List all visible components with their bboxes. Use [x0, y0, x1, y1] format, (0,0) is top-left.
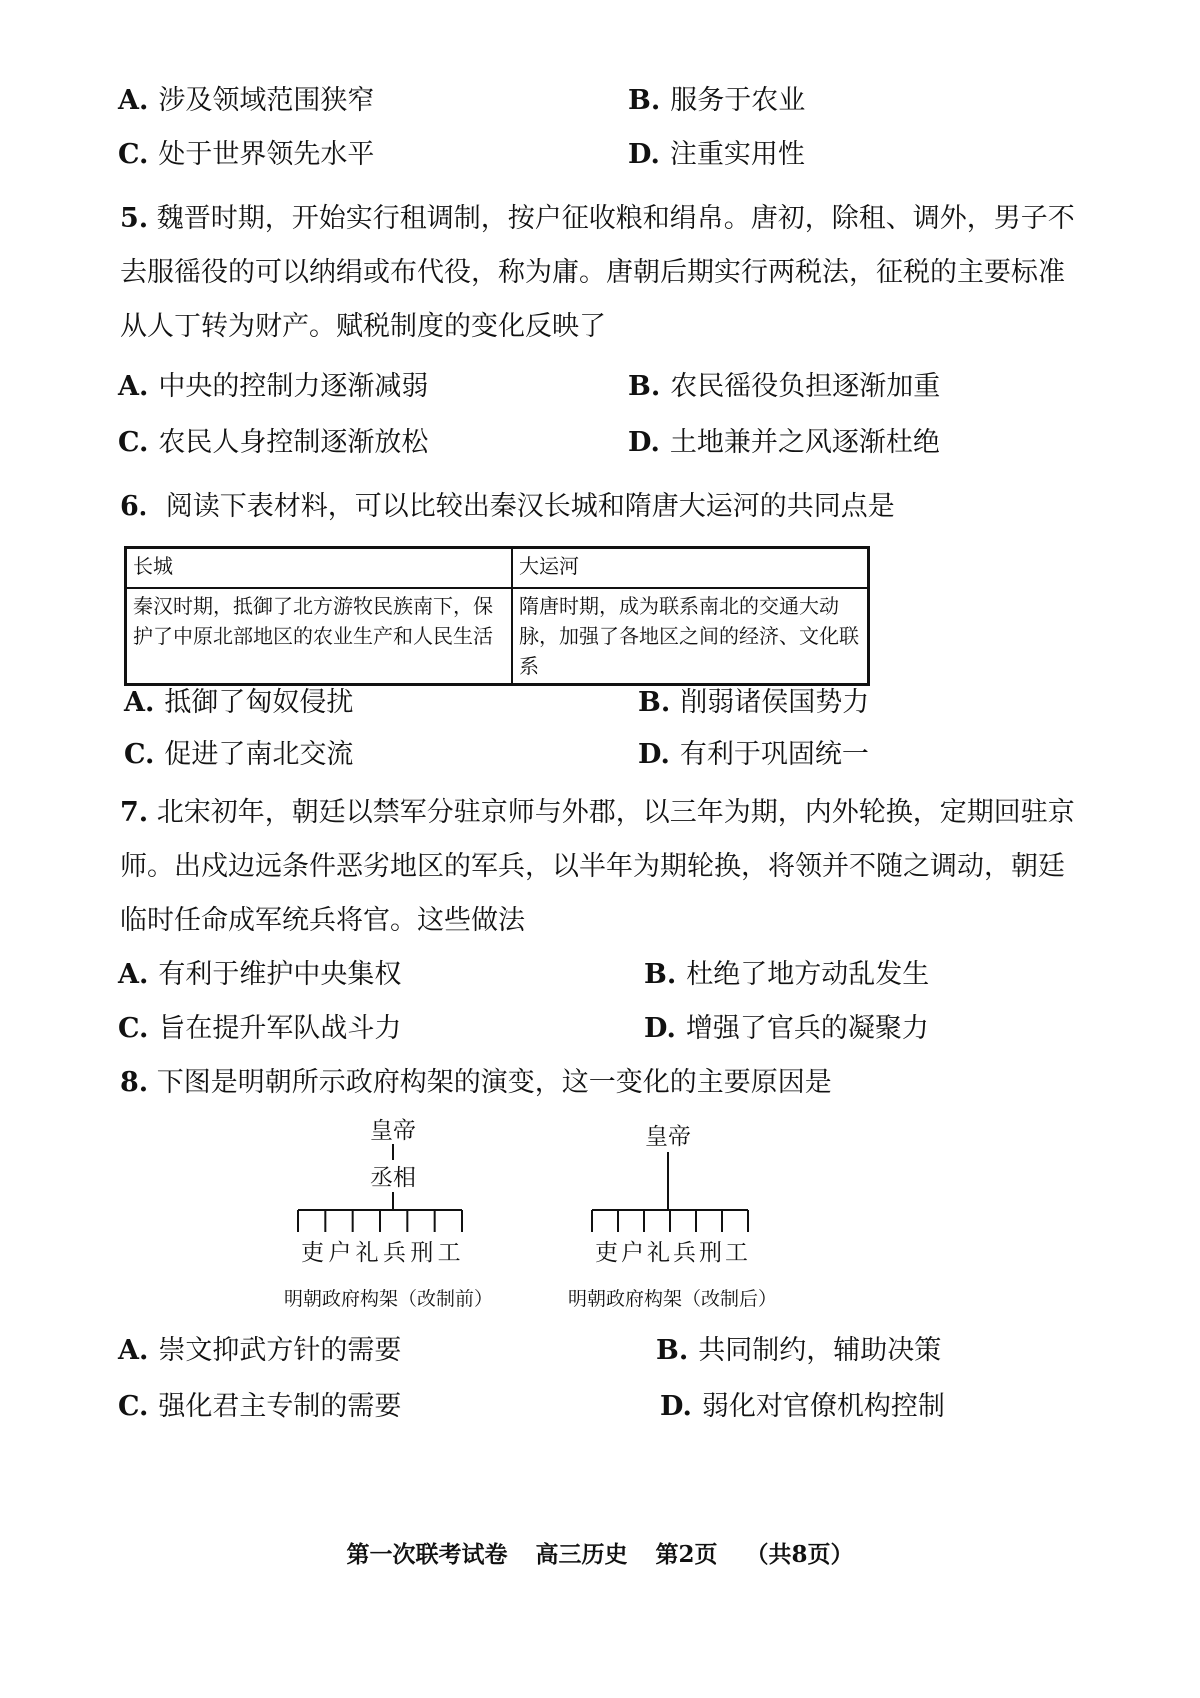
option-letter: D.: [628, 427, 660, 458]
option-text: 弱化对官僚机构控制: [701, 1391, 945, 1422]
option-letter: A.: [124, 687, 155, 718]
option-letter: C.: [124, 739, 155, 770]
q6-option-a: [124, 686, 353, 720]
table-cell-great-wall: 秦汉时期，抵御了北方游牧民族南下，保护了中原北部地区的农业生产和人民生活: [126, 588, 513, 685]
option-letter: A.: [118, 1335, 149, 1366]
option-text: 农民人身控制逐渐放松: [158, 427, 429, 458]
option-letter: D.: [638, 739, 670, 770]
ministry-label: 兵: [383, 1240, 406, 1266]
option-text: 土地兼并之风逐渐杜绝: [669, 427, 940, 458]
q5-text-line: 魏晋时期，开始实行租调制，按户征收粮和绢帛。唐初，除租、调外，男子不: [156, 203, 1075, 234]
table-header-row: [126, 548, 869, 589]
q5-option-c: [118, 426, 428, 460]
material-table: [124, 546, 870, 686]
ministry-labels: [595, 1240, 748, 1266]
option-text: 抵御了匈奴侵扰: [164, 687, 354, 718]
q5-option-b: [628, 370, 940, 404]
q8-option-c: [118, 1390, 401, 1424]
q7-option-c: [118, 1012, 401, 1046]
option-letter: C.: [118, 427, 149, 458]
ministry-label: 刑: [699, 1240, 722, 1266]
option-text: 注重实用性: [669, 139, 805, 170]
q5-stem-line-1: [120, 202, 1080, 236]
ministry-labels: [301, 1240, 461, 1266]
option-text: 处于世界领先水平: [158, 139, 375, 170]
q5-option-a: [118, 370, 428, 404]
ministry-label: 礼: [647, 1240, 670, 1266]
footer-total-pages: （共8页）: [745, 1541, 854, 1568]
q8-option-d: [660, 1390, 945, 1424]
option-letter: B.: [638, 687, 671, 718]
q5-stem-line-2: 去服徭役的可以纳绢或布代役，称为庸。唐朝后期实行两税法，征税的主要标准: [120, 257, 1065, 288]
q4-option-d: [628, 138, 805, 172]
q6-option-c: [124, 738, 353, 772]
option-letter: D.: [628, 139, 660, 170]
q6-stem: [120, 490, 1080, 524]
table-row: [126, 588, 869, 685]
option-letter: C.: [118, 1391, 149, 1422]
option-text: 旨在提升军队战斗力: [158, 1013, 402, 1044]
diagram-caption-before: 明朝政府构架（改制前）: [284, 1288, 494, 1310]
option-letter: D.: [644, 1013, 676, 1044]
q7-stem-line-1: [120, 796, 1080, 830]
diagram-after-reform: [580, 1110, 780, 1274]
q8-option-b: [656, 1334, 941, 1368]
ministry-label: 礼: [355, 1240, 379, 1266]
ministry-label: 吏: [301, 1240, 324, 1266]
option-text: 增强了官兵的凝聚力: [685, 1013, 929, 1044]
q4-option-a: [118, 84, 374, 118]
q6-text: 阅读下表材料，可以比较出秦汉长城和隋唐大运河的共同点是: [165, 491, 895, 522]
option-letter: C.: [118, 139, 149, 170]
footer-exam-title: 第一次联考试卷: [346, 1541, 508, 1568]
option-letter: B.: [628, 85, 661, 116]
ministry-label: 刑: [410, 1240, 434, 1266]
question-number: 6．: [120, 491, 166, 522]
q7-stem-line-2: 师。出戍边远条件恶劣地区的军兵，以半年为期轮换，将领并不随之调动，朝廷: [120, 851, 1065, 882]
q7-option-d: [644, 1012, 929, 1046]
q4-option-b: [628, 84, 805, 118]
question-number: 8.: [120, 1067, 149, 1098]
question-number: 5.: [120, 203, 149, 234]
ministry-label: 工: [725, 1240, 748, 1266]
q7-text-line: 北宋初年，朝廷以禁军分驻京师与外郡，以三年为期，内外轮换，定期回驻京: [156, 797, 1075, 828]
option-letter: B.: [644, 959, 677, 990]
q7-stem-line-3: 临时任命成军统兵将官。这些做法: [120, 905, 525, 936]
ministry-label: 户: [621, 1240, 644, 1266]
table-header-great-wall: 长城: [126, 548, 513, 589]
footer-subject: 高三历史: [535, 1541, 628, 1568]
node-chancellor: 丞相: [370, 1165, 416, 1191]
option-text: 有利于维护中央集权: [158, 959, 402, 990]
diagram-caption-after: 明朝政府构架（改制后）: [568, 1288, 778, 1310]
page-footer: [0, 1536, 1200, 1569]
q5-stem-line-3: 从人丁转为财产。赋税制度的变化反映了: [120, 311, 606, 342]
q7-option-b: [644, 958, 929, 992]
option-text: 共同制约，辅助决策: [698, 1335, 942, 1366]
branch-lines: [298, 1210, 462, 1232]
q7-option-a: [118, 958, 401, 992]
option-letter: A.: [118, 959, 149, 990]
q6-option-d: [638, 738, 869, 772]
option-text: 服务于农业: [670, 85, 806, 116]
option-text: 中央的控制力逐渐减弱: [158, 371, 429, 402]
diagram-before-reform: [290, 1110, 490, 1274]
option-letter: A.: [118, 85, 149, 116]
option-letter: C.: [118, 1013, 149, 1044]
option-letter: B.: [656, 1335, 689, 1366]
branch-lines: [592, 1210, 748, 1232]
option-letter: D.: [660, 1391, 692, 1422]
org-chart-after: [580, 1110, 780, 1270]
option-text: 削弱诸侯国势力: [680, 687, 870, 718]
ministry-label: 工: [437, 1240, 461, 1266]
option-text: 农民徭役负担逐渐加重: [670, 371, 941, 402]
q6-option-b: [638, 686, 869, 720]
node-emperor: 皇帝: [645, 1124, 691, 1150]
option-text: 崇文抑武方针的需要: [158, 1335, 402, 1366]
option-letter: B.: [628, 371, 661, 402]
footer-page-number: 第2页: [655, 1541, 718, 1568]
org-chart-before: [290, 1110, 490, 1270]
q5-option-d: [628, 426, 940, 460]
option-text: 杜绝了地方动乱发生: [686, 959, 930, 990]
q4-option-c: [118, 138, 374, 172]
option-text: 有利于巩固统一: [679, 739, 869, 770]
option-letter: A.: [118, 371, 149, 402]
q8-stem: [120, 1066, 1080, 1100]
question-number: 7.: [120, 797, 149, 828]
table-cell-grand-canal: 隋唐时期，成为联系南北的交通大动脉，加强了各地区之间的经济、文化联系: [512, 588, 869, 685]
ministry-label: 兵: [673, 1240, 696, 1266]
table-header-grand-canal: 大运河: [512, 548, 869, 589]
node-emperor: 皇帝: [370, 1118, 416, 1144]
q8-text: 下图是明朝所示政府构架的演变，这一变化的主要原因是: [156, 1067, 832, 1098]
option-text: 强化君主专制的需要: [158, 1391, 402, 1422]
q8-option-a: [118, 1334, 401, 1368]
option-text: 涉及领域范围狭窄: [158, 85, 375, 116]
ministry-label: 吏: [595, 1240, 618, 1266]
ministry-label: 户: [328, 1240, 352, 1266]
option-text: 促进了南北交流: [164, 739, 354, 770]
